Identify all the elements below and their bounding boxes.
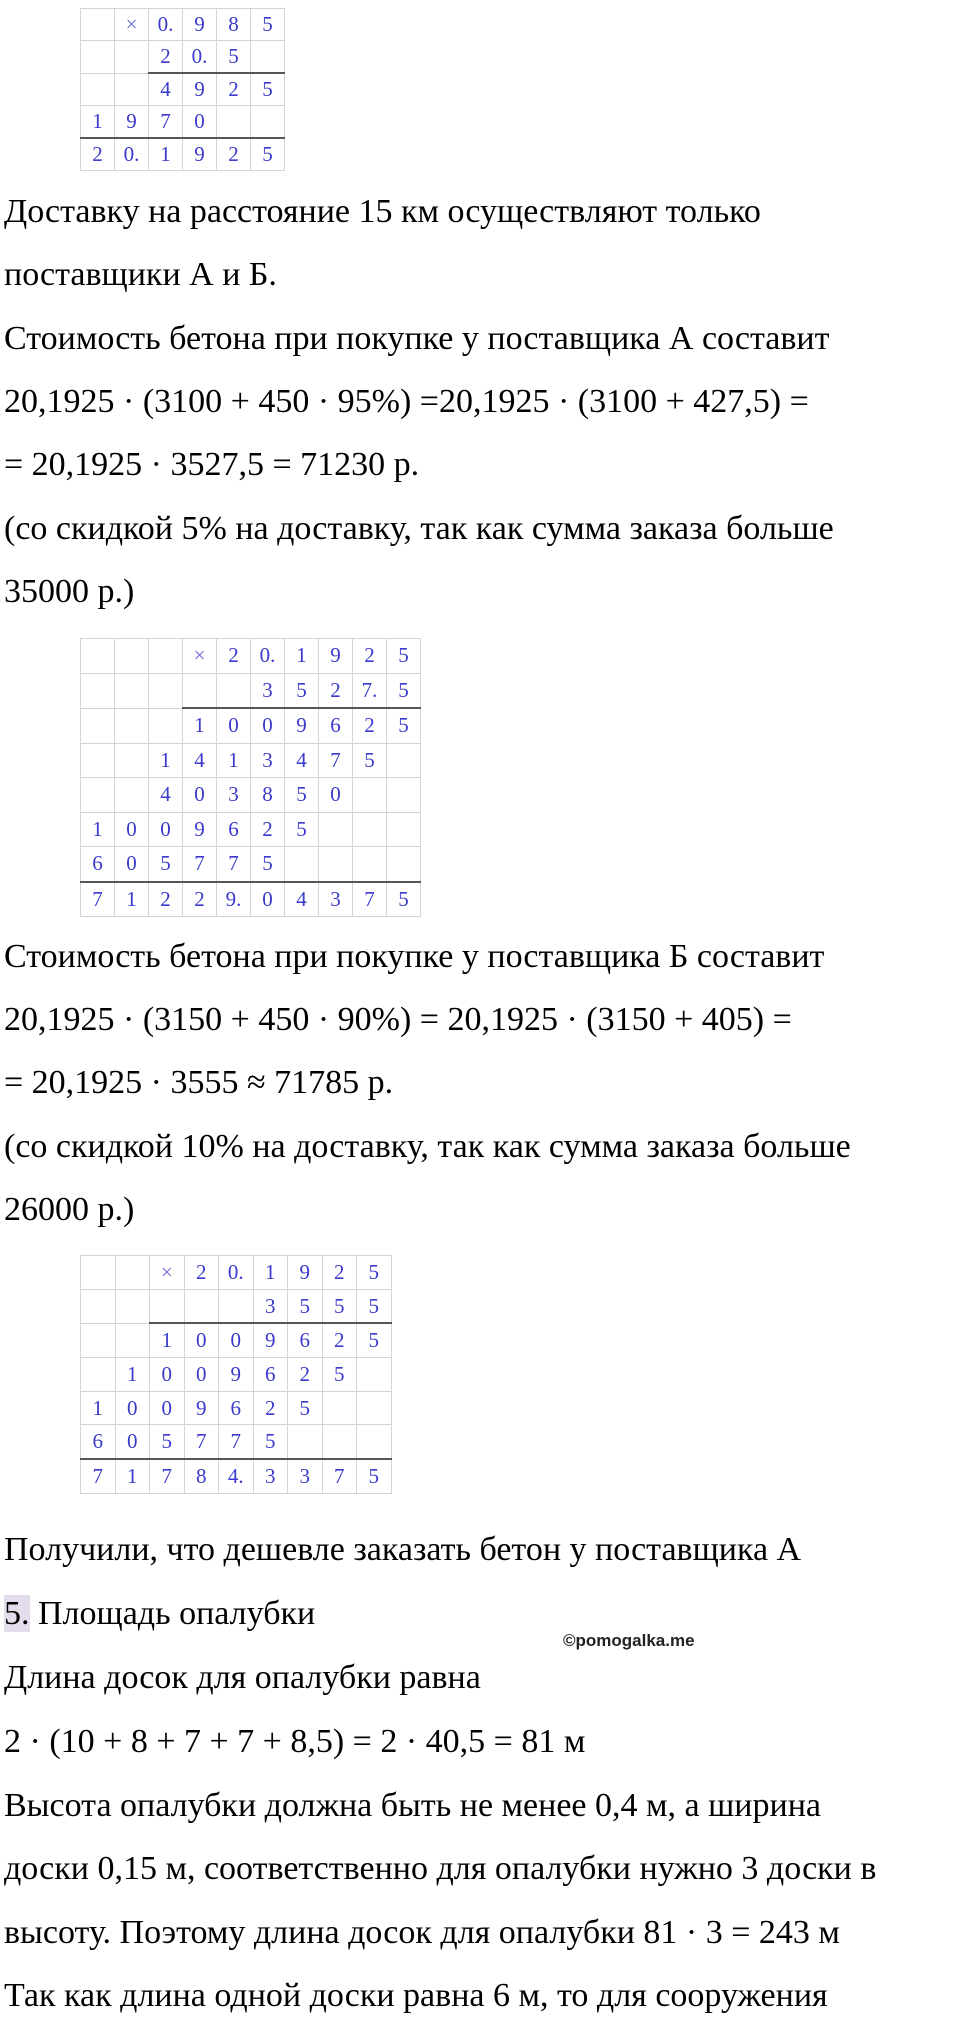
formula-line: 20,1925 · (3150 + 450 · 90%) = 20,1925 · (3150 + 405) =: [4, 1001, 792, 1038]
grid-cell: 2: [322, 1323, 357, 1357]
grid-cell: 1: [81, 812, 115, 847]
grid-cell: 3: [253, 1289, 288, 1323]
grid-cell: 6: [319, 708, 353, 743]
grid-row: [81, 639, 421, 674]
grid-cell: 2: [322, 1256, 357, 1290]
grid-cell: [150, 1289, 185, 1323]
grid-cell: 5: [251, 138, 285, 171]
grid-cell: 1: [150, 1323, 185, 1357]
text-line: Стоимость бетона при покупке у поставщика А составит: [4, 320, 830, 357]
grid-cell: ×: [115, 9, 149, 41]
grid-cell: 5: [217, 41, 251, 74]
grid-cell: [115, 1256, 150, 1290]
grid-row: [81, 1391, 392, 1425]
grid-cell: [115, 1323, 150, 1357]
grid-cell: 5: [251, 847, 285, 882]
grid-cell: 3: [251, 673, 285, 708]
grid-row: [81, 1256, 392, 1290]
grid-cell: 4: [149, 778, 183, 813]
grid-row: [81, 882, 421, 917]
grid-cell: [149, 708, 183, 743]
grid-cell: 9: [183, 812, 217, 847]
grid-cell: 7: [184, 1425, 219, 1459]
grid-cell: [149, 639, 183, 674]
grid-cell: [115, 673, 149, 708]
grid-row: [81, 41, 285, 74]
grid-cell: 2: [81, 138, 115, 171]
grid-cell: 7: [353, 882, 387, 917]
grid-cell: 1: [81, 1391, 116, 1425]
formula-line: = 20,1925 · 3527,5 = 71230 р.: [4, 446, 420, 483]
grid-cell: [81, 73, 115, 106]
grid-cell: 2: [217, 73, 251, 106]
grid-cell: 2: [288, 1358, 323, 1392]
section-number: 5.: [4, 1595, 30, 1632]
grid-row: [81, 708, 421, 743]
grid-cell: 5: [285, 673, 319, 708]
grid-cell: 2: [353, 708, 387, 743]
grid-cell: 0: [319, 778, 353, 813]
grid-cell: 2: [184, 1256, 219, 1290]
grid-cell: 5: [357, 1289, 392, 1323]
grid-cell: [353, 778, 387, 813]
grid-cell: 2: [149, 882, 183, 917]
grid-cell: 7: [81, 1459, 116, 1493]
grid-cell: 1: [183, 708, 217, 743]
grid-cell: [81, 1358, 116, 1392]
grid-cell: 4: [285, 882, 319, 917]
text-line: Так как длина одной доски равна 6 м, то для сооружения: [4, 1977, 828, 2014]
grid-row: [81, 1358, 392, 1392]
grid-row: [81, 9, 285, 41]
grid-cell: 0.: [115, 138, 149, 171]
grid-cell: [115, 743, 149, 778]
grid-cell: [149, 673, 183, 708]
formula-line: = 20,1925 · 3555 ≈ 71785 р.: [4, 1064, 394, 1101]
grid-row: [81, 847, 421, 882]
multiplication-table-1: [80, 8, 285, 171]
grid-cell: 3: [288, 1459, 323, 1493]
grid-cell: 9: [183, 138, 217, 171]
grid-row: [81, 673, 421, 708]
grid-cell: 6: [81, 1425, 116, 1459]
grid-cell: 9: [319, 639, 353, 674]
grid-cell: 7: [81, 882, 115, 917]
grid-cell: 5: [251, 73, 285, 106]
grid-cell: [322, 1391, 357, 1425]
grid-cell: 0: [149, 812, 183, 847]
grid-cell: 0: [251, 882, 285, 917]
grid-cell: 2: [353, 639, 387, 674]
grid-cell: 7: [219, 1425, 254, 1459]
grid-cell: [115, 41, 149, 74]
grid-cell: 6: [217, 812, 251, 847]
grid-cell: 0: [183, 778, 217, 813]
grid-cell: 9: [219, 1358, 254, 1392]
grid-cell: [81, 41, 115, 74]
grid-cell: [81, 743, 115, 778]
grid-cell: 1: [253, 1256, 288, 1290]
grid-cell: 8: [251, 778, 285, 813]
grid-row: [81, 1289, 392, 1323]
text-line: (со скидкой 10% на доставку, так как сумма заказа больше: [4, 1128, 851, 1165]
grid-cell: 0: [115, 847, 149, 882]
grid-cell: [387, 847, 421, 882]
grid-cell: 1: [81, 106, 115, 139]
text-line: Доставку на расстояние 15 км осуществляют только: [4, 193, 761, 230]
grid-cell: 2: [217, 639, 251, 674]
grid-cell: 4.: [219, 1459, 254, 1493]
grid-cell: [81, 639, 115, 674]
grid-cell: [319, 847, 353, 882]
grid-cell: 5: [288, 1289, 323, 1323]
grid-cell: 5: [322, 1358, 357, 1392]
section-title: Площадь опалубки: [29, 1595, 316, 1632]
grid-cell: 1: [149, 743, 183, 778]
grid-cell: 6: [81, 847, 115, 882]
grid-cell: 9: [184, 1391, 219, 1425]
grid-cell: [217, 673, 251, 708]
grid-cell: [217, 106, 251, 139]
grid-cell: [115, 73, 149, 106]
grid-cell: 7.: [353, 673, 387, 708]
grid-cell: 9: [288, 1256, 323, 1290]
grid-cell: 1: [115, 1358, 150, 1392]
grid-cell: [288, 1425, 323, 1459]
grid-cell: [81, 708, 115, 743]
grid-cell: [357, 1391, 392, 1425]
grid-cell: 0: [150, 1391, 185, 1425]
grid-cell: 0: [115, 1391, 150, 1425]
grid-row: [81, 1323, 392, 1357]
grid-cell: 5: [353, 743, 387, 778]
grid-cell: [81, 1289, 116, 1323]
text-line: Получили, что дешевле заказать бетон у поставщика А: [4, 1531, 802, 1568]
grid-cell: 1: [217, 743, 251, 778]
grid-cell: [115, 778, 149, 813]
grid-cell: 7: [149, 106, 183, 139]
text-line: высоту. Поэтому длина досок для опалубки 81 · 3 = 243 м: [4, 1914, 840, 1951]
grid-cell: 9: [285, 708, 319, 743]
grid-row: [81, 812, 421, 847]
text-line: Длина досок для опалубки равна: [4, 1659, 481, 1696]
text-line: Стоимость бетона при покупке у поставщика Б составит: [4, 938, 825, 975]
grid-cell: 5: [387, 708, 421, 743]
grid-cell: [285, 847, 319, 882]
grid-cell: 1: [115, 1459, 150, 1493]
grid-cell: 2: [253, 1391, 288, 1425]
grid-cell: [251, 106, 285, 139]
grid-cell: 5: [387, 673, 421, 708]
grid-cell: [115, 1289, 150, 1323]
grid-cell: [387, 743, 421, 778]
grid-cell: [353, 812, 387, 847]
grid-cell: 0: [184, 1358, 219, 1392]
grid-cell: 7: [322, 1459, 357, 1493]
grid-cell: 9: [253, 1323, 288, 1357]
grid-cell: 1: [149, 138, 183, 171]
grid-cell: [251, 41, 285, 74]
text-line: Высота опалубки должна быть не менее 0,4 м, а ширина: [4, 1787, 821, 1824]
grid-row: [81, 138, 285, 171]
grid-cell: 5: [357, 1256, 392, 1290]
grid-cell: 7: [217, 847, 251, 882]
grid-row: [81, 778, 421, 813]
grid-cell: 2: [319, 673, 353, 708]
grid-cell: 6: [219, 1391, 254, 1425]
grid-cell: 0: [251, 708, 285, 743]
grid-cell: 0: [183, 106, 217, 139]
grid-cell: 5: [322, 1289, 357, 1323]
grid-cell: [81, 9, 115, 41]
grid-cell: 5: [357, 1323, 392, 1357]
grid-cell: 3: [217, 778, 251, 813]
grid-cell: ×: [150, 1256, 185, 1290]
grid-cell: 5: [387, 882, 421, 917]
section-heading: [4, 1594, 315, 1634]
grid-cell: 0: [115, 1425, 150, 1459]
grid-cell: 5: [387, 639, 421, 674]
grid-cell: 2: [217, 138, 251, 171]
grid-cell: 0: [184, 1323, 219, 1357]
grid-row: [81, 106, 285, 139]
grid-cell: [115, 639, 149, 674]
text-line: доски 0,15 м, соответственно для опалубки нужно 3 доски в: [4, 1850, 877, 1887]
text-line: 26000 р.): [4, 1191, 135, 1228]
grid-cell: 9.: [217, 882, 251, 917]
grid-cell: [319, 812, 353, 847]
grid-cell: 5: [285, 812, 319, 847]
grid-cell: 7: [150, 1459, 185, 1493]
grid-row: [81, 1425, 392, 1459]
grid-cell: 4: [149, 73, 183, 106]
text-line: 35000 р.): [4, 573, 135, 610]
grid-row: [81, 743, 421, 778]
grid-cell: 0.: [219, 1256, 254, 1290]
grid-cell: [353, 847, 387, 882]
formula-line: 2 · (10 + 8 + 7 + 7 + 8,5) = 2 · 40,5 = 81 м: [4, 1723, 586, 1760]
grid-cell: [387, 812, 421, 847]
grid-cell: [81, 1256, 116, 1290]
grid-cell: 4: [183, 743, 217, 778]
multiplication-table-2: [80, 638, 421, 917]
grid-row: [81, 1459, 392, 1493]
grid-cell: 0: [115, 812, 149, 847]
grid-cell: 5: [150, 1425, 185, 1459]
grid-cell: 8: [184, 1459, 219, 1493]
grid-cell: 7: [319, 743, 353, 778]
grid-cell: [322, 1425, 357, 1459]
grid-cell: 5: [288, 1391, 323, 1425]
grid-cell: 5: [253, 1425, 288, 1459]
grid-cell: 0.: [251, 639, 285, 674]
grid-cell: 5: [357, 1459, 392, 1493]
grid-cell: 0: [150, 1358, 185, 1392]
grid-cell: [183, 673, 217, 708]
grid-cell: 0: [219, 1323, 254, 1357]
grid-cell: 2: [183, 882, 217, 917]
grid-cell: 2: [251, 812, 285, 847]
grid-cell: [184, 1289, 219, 1323]
grid-cell: 5: [149, 847, 183, 882]
grid-cell: 3: [253, 1459, 288, 1493]
grid-cell: [115, 708, 149, 743]
grid-cell: 1: [285, 639, 319, 674]
grid-cell: 4: [285, 743, 319, 778]
grid-cell: 6: [288, 1323, 323, 1357]
grid-cell: 9: [115, 106, 149, 139]
watermark: ©pomogalka.me: [563, 1631, 695, 1650]
grid-cell: 9: [183, 73, 217, 106]
grid-cell: 0.: [183, 41, 217, 74]
text-line: поставщики А и Б.: [4, 256, 277, 293]
grid-cell: 8: [217, 9, 251, 41]
grid-cell: 5: [251, 9, 285, 41]
grid-cell: 6: [253, 1358, 288, 1392]
grid-cell: [81, 778, 115, 813]
grid-cell: ×: [183, 639, 217, 674]
text-line: (со скидкой 5% на доставку, так как сумма заказа больше: [4, 510, 834, 547]
grid-cell: 0: [217, 708, 251, 743]
grid-cell: 3: [251, 743, 285, 778]
grid-cell: 0.: [149, 9, 183, 41]
grid-cell: [81, 1323, 116, 1357]
grid-cell: [387, 778, 421, 813]
grid-cell: 7: [183, 847, 217, 882]
grid-cell: 2: [149, 41, 183, 74]
grid-cell: 5: [285, 778, 319, 813]
grid-row: [81, 73, 285, 106]
formula-line: 20,1925 · (3100 + 450 · 95%) =20,1925 · (3100 + 427,5) =: [4, 383, 809, 420]
grid-cell: [219, 1289, 254, 1323]
multiplication-table-3: [80, 1255, 392, 1494]
grid-cell: 3: [319, 882, 353, 917]
grid-cell: [357, 1425, 392, 1459]
grid-cell: [81, 673, 115, 708]
grid-cell: 9: [183, 9, 217, 41]
grid-cell: [357, 1358, 392, 1392]
grid-cell: 1: [115, 882, 149, 917]
